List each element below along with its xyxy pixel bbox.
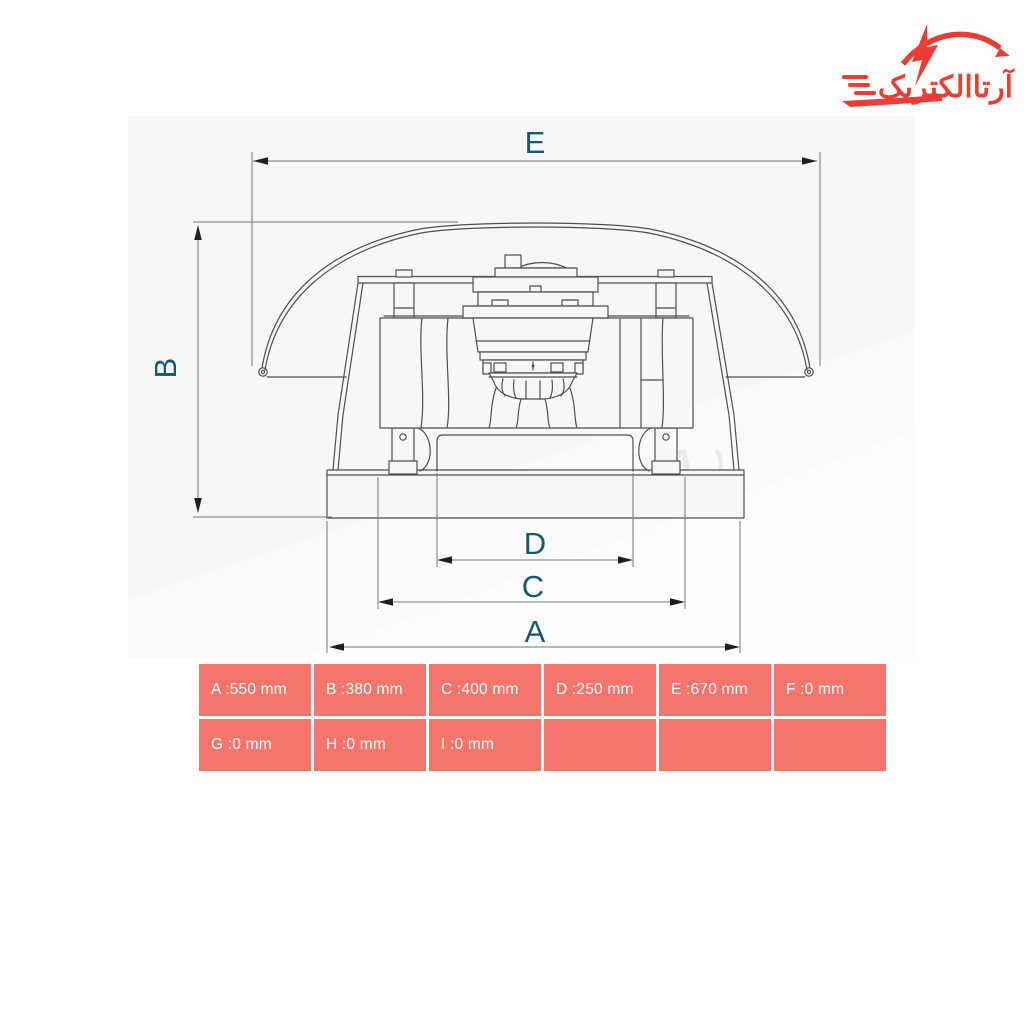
dimension-label-e: E — [524, 125, 546, 160]
spec-cell-i: I :0 mm — [429, 719, 541, 771]
dimension-label-a: A — [524, 614, 546, 649]
spec-cell-h: H :0 mm — [314, 719, 426, 771]
spec-cell-a: A :550 mm — [199, 664, 311, 716]
spec-cell-f: F :0 mm — [774, 664, 886, 716]
spec-cell-g: G :0 mm — [199, 719, 311, 771]
logo-brand-text: آرتاالکتریک — [877, 71, 1013, 104]
spec-cell-empty — [659, 719, 771, 771]
brand-logo — [842, 24, 1015, 107]
dimension-label-b: B — [148, 357, 183, 379]
spec-cell-empty — [774, 719, 886, 771]
spec-cell-empty — [544, 719, 656, 771]
spec-cell-d: D :250 mm — [544, 664, 656, 716]
dimension-label-d: D — [523, 526, 547, 561]
logo-speed-dash — [842, 75, 868, 79]
dimension-label-c: C — [521, 569, 545, 604]
logo-speed-dash — [854, 91, 876, 95]
spec-cell-b: B :380 mm — [314, 664, 426, 716]
spec-cell-c: C :400 mm — [429, 664, 541, 716]
spec-table — [199, 664, 886, 771]
logo-speed-dash — [848, 83, 870, 87]
fan-base — [327, 470, 744, 518]
spec-cell-e: E :670 mm — [659, 664, 771, 716]
